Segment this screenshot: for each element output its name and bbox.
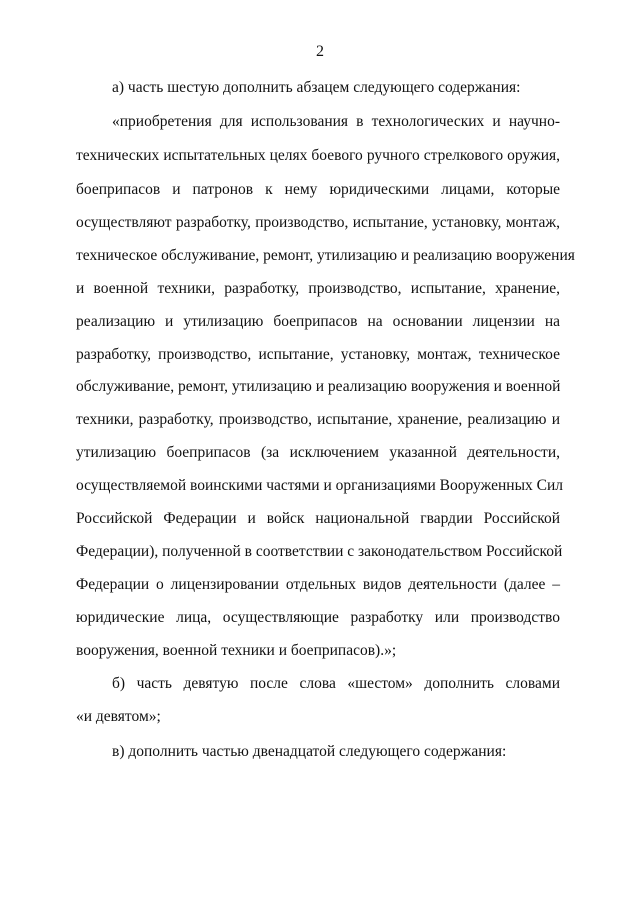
quote-line: обслуживание, ремонт, утилизацию и реализацию вооружения и военной xyxy=(76,378,561,395)
quote-line: реализацию и утилизацию боеприпасов на основании лицензии на xyxy=(76,313,560,330)
paragraph-a-line: а) часть шестую дополнить абзацем следующего содержания: xyxy=(112,79,521,96)
quote-line: утилизацию боеприпасов (за исключением указанной деятельности, xyxy=(76,444,560,461)
paragraph-v-line: в) дополнить частью двенадцатой следующего содержания: xyxy=(112,743,507,760)
paragraph-b-line: «и девятом»; xyxy=(76,708,161,725)
quote-line: и военной техники, разработку, производство, испытание, хранение, xyxy=(76,280,560,297)
quote-line: «приобретения для использования в технологических и научно- xyxy=(112,113,560,130)
paragraph-b-line: б) часть девятую после слова «шестом» дополнить словами xyxy=(112,675,560,692)
quote-line: технических испытательных целях боевого ручного стрелкового оружия, xyxy=(76,147,560,164)
page-number: 2 xyxy=(316,43,324,60)
quote-line: Федерации о лицензировании отдельных видов деятельности (далее – xyxy=(76,576,560,593)
quote-line: юридические лица, осуществляющие разработку или производство xyxy=(76,609,560,626)
quote-line: разработку, производство, испытание, установку, монтаж, техническое xyxy=(76,346,560,363)
quote-line: осуществляемой воинскими частями и организациями Вооруженных Сил xyxy=(76,477,563,494)
quote-line: вооружения, военной техники и боеприпасов).»; xyxy=(76,642,397,659)
quote-line: боеприпасов и патронов к нему юридическими лицами, которые xyxy=(76,181,560,198)
quote-line: осуществляют разработку, производство, испытание, установку, монтаж, xyxy=(76,214,560,231)
quote-line: Федерации), полученной в соответствии с законодательством Российской xyxy=(76,543,563,560)
quote-line: техническое обслуживание, ремонт, утилизацию и реализацию вооружения xyxy=(76,247,575,264)
quote-line: Российской Федерации и войск национальной гвардии Российской xyxy=(76,510,560,527)
quote-line: техники, разработку, производство, испытание, хранение, реализацию и xyxy=(76,411,560,428)
